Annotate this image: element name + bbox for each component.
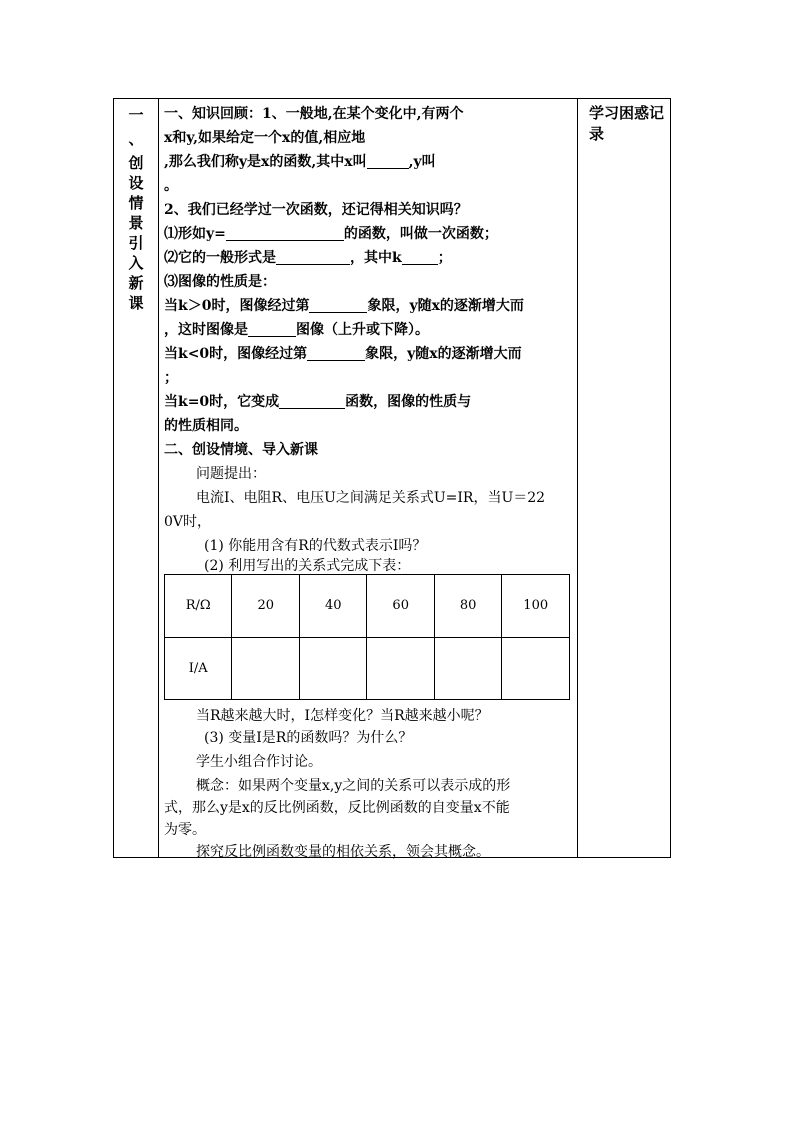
review-line-1: 一、知识回顾：1、一般地,在某个变化中,有两个 [164, 106, 464, 122]
blank-line [248, 320, 296, 337]
question-2: (2) 利用写出的关系式完成下表： [204, 558, 411, 574]
table-row [165, 637, 570, 700]
i-answer-cell[interactable] [434, 637, 501, 700]
r-value-cell: 20 [232, 575, 299, 638]
i-answer-cell[interactable] [299, 637, 366, 700]
column-divider-left [158, 99, 159, 857]
concept-line-2: 式，那么y是x的反比例函数，反比例函数的自变量x不能 [164, 800, 510, 816]
problem-text-1: 电流I、电阻R、电压U之间满足关系式U=IR，当U＝22 [196, 490, 546, 506]
r-value-cell: 60 [367, 575, 434, 638]
question-1: (1) 你能用含有R的代数式表示I吗？ [204, 538, 427, 554]
r-i-value-table [164, 574, 570, 700]
concept-line-1: 概念：如果两个变量x,y之间的关系可以表示成的形 [196, 778, 511, 794]
i-answer-cell[interactable] [502, 637, 570, 700]
linear-form-line: ⑴形如y= 的函数，叫做一次函数； [164, 226, 498, 242]
problem-heading: 问题提出： [196, 466, 266, 482]
k-negative-line: 当k<0时，图像经过第 象限，y随x的逐渐增大而 [164, 346, 522, 362]
table-row [165, 575, 570, 638]
blank-line [402, 248, 438, 265]
k-zero-line-2: 的性质相同。 [164, 418, 248, 434]
k-zero-line: 当k=0时，它变成 函数，图像的性质与 [164, 394, 472, 410]
blank-line [276, 248, 350, 265]
lesson-table [113, 98, 671, 858]
r-value-cell: 80 [434, 575, 501, 638]
blank-line [226, 224, 344, 241]
k-positive-line-2: ，这时图像是 图像（上升或下降）。 [164, 322, 429, 338]
question-3: (3) 变量I是R的函数吗？为什么？ [204, 730, 413, 746]
review-line-3: ,那么我们称y是x的函数,其中x叫 ,y叫 [164, 154, 436, 170]
general-form-line: ⑵它的一般形式是 ，其中k ； [164, 250, 452, 266]
k-positive-line: 当k＞0时，图像经过第 象限，y随x的逐渐增大而 [164, 298, 524, 314]
k-negative-line-2: ； [164, 370, 178, 386]
i-answer-cell[interactable] [367, 637, 434, 700]
review-line-2: x和y,如果给定一个x的值,相应地 [164, 130, 366, 146]
notes-column-heading: 学习困惑记 录 [589, 104, 665, 143]
blank-line [309, 296, 367, 313]
group-discussion: 学生小组合作讨论。 [196, 754, 322, 770]
concept-line-3: 为零。 [164, 822, 206, 838]
explore-line: 探究反比例函数变量的相依关系，领会其概念。 [196, 844, 490, 860]
r-value-cell: 100 [502, 575, 570, 638]
i-answer-cell[interactable] [232, 637, 299, 700]
blank-line [367, 152, 409, 169]
graph-properties-heading: ⑶图像的性质是： [164, 274, 276, 290]
section-2-heading: 二、创设情境、导入新课 [164, 442, 318, 458]
r-value-cell: 40 [299, 575, 366, 638]
review-line-4: 。 [164, 178, 178, 194]
blank-line [307, 344, 365, 361]
blank-line [279, 392, 345, 409]
follow-up-question: 当R越来越大时，I怎样变化？当R越来越小呢？ [196, 708, 489, 724]
recall-question: 2、我们已经学过一次函数，还记得相关知识吗？ [164, 202, 468, 218]
column-divider-right [577, 99, 578, 857]
i-header-cell: I/A [165, 637, 232, 700]
problem-text-2: 0V时， [164, 514, 212, 530]
section-heading-vertical: 一 、 创 设 情 景 引 入 新 课 [128, 106, 144, 312]
r-header-cell: R/Ω [165, 575, 232, 638]
